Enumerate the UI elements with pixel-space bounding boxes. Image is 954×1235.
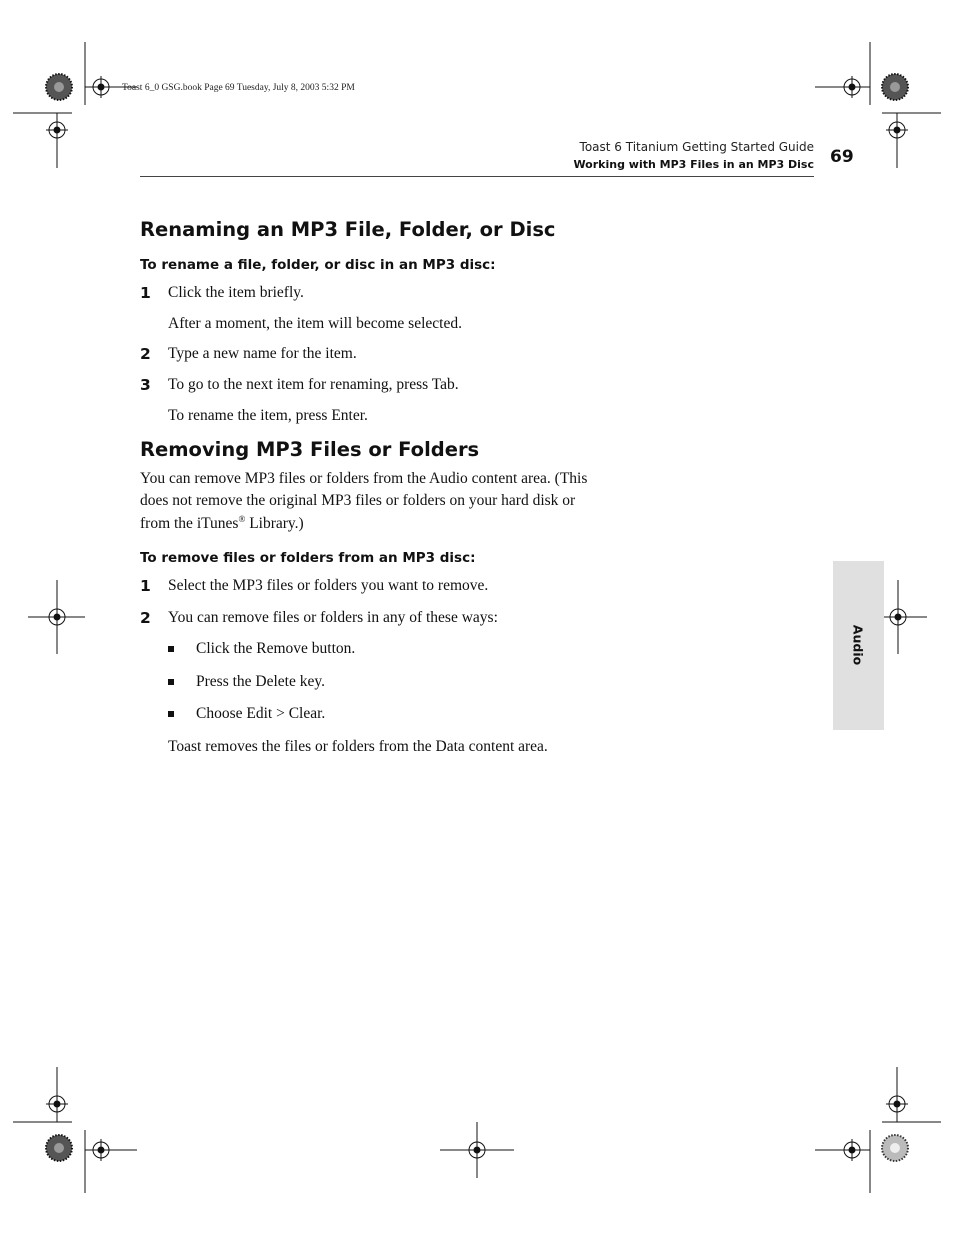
bullet-item: Press the Delete key. xyxy=(196,673,325,690)
page-number: 69 xyxy=(830,147,854,167)
section-heading-rename: Renaming an MP3 File, Folder, or Disc xyxy=(140,218,556,241)
section-heading-remove: Removing MP3 Files or Folders xyxy=(140,438,480,461)
procedure-title-remove: To remove files or folders from an MP3 disc: xyxy=(140,550,476,566)
header-rule xyxy=(140,176,814,177)
starburst-target-icon xyxy=(882,74,908,100)
step-number: 1 xyxy=(140,577,151,595)
registered-mark: ® xyxy=(238,514,246,524)
registration-target-icon xyxy=(466,1139,488,1161)
bullet-marker xyxy=(168,646,174,652)
registration-target-icon xyxy=(46,1093,68,1115)
bullet-marker xyxy=(168,679,174,685)
bullet-item: Click the Remove button. xyxy=(196,640,356,657)
step-text: Click the item briefly. xyxy=(168,284,304,301)
intro-line: You can remove MP3 files or folders from the Audio content area. (This xyxy=(140,470,588,487)
bullet-marker xyxy=(168,711,174,717)
running-header-section: Working with MP3 Files in an MP3 Disc xyxy=(573,158,814,171)
step-number: 1 xyxy=(140,284,151,302)
intro-text: Library.) xyxy=(245,515,304,533)
step-text: Type a new name for the item. xyxy=(168,345,357,362)
intro-line: does not remove the original MP3 files or folders on your hard disk or xyxy=(140,492,576,509)
step-number: 2 xyxy=(140,609,151,627)
registration-target-icon xyxy=(841,1139,863,1161)
step-text: You can remove files or folders in any of these ways: xyxy=(168,609,498,626)
registration-target-icon xyxy=(46,119,68,141)
step-result: To rename the item, press Enter. xyxy=(168,407,368,424)
side-tab-label: Audio xyxy=(850,624,866,666)
step-number: 3 xyxy=(140,376,151,394)
starburst-target-icon xyxy=(46,1135,72,1161)
bullet-item: Choose Edit > Clear. xyxy=(196,705,326,722)
intro-text: from the iTunes xyxy=(140,515,239,533)
step-text: To go to the next item for renaming, press Tab. xyxy=(168,376,459,393)
step-number: 2 xyxy=(140,345,151,363)
registration-target-icon xyxy=(90,76,112,98)
step-result: After a moment, the item will become selected. xyxy=(168,315,462,332)
step-text: Select the MP3 files or folders you want to remove. xyxy=(168,577,489,594)
registration-target-icon xyxy=(46,606,68,628)
registration-target-icon xyxy=(887,606,909,628)
intro-line-last xyxy=(140,514,304,533)
side-tab xyxy=(833,561,884,730)
registration-target-icon xyxy=(90,1139,112,1161)
registration-target-icon xyxy=(886,119,908,141)
registration-target-icon xyxy=(841,76,863,98)
registration-target-icon xyxy=(886,1093,908,1115)
print-slug: Toast 6_0 GSG.book Page 69 Tuesday, July 8, 2003 5:32 PM xyxy=(122,83,355,93)
starburst-target-icon xyxy=(882,1135,908,1161)
procedure-title-rename: To rename a file, folder, or disc in an MP3 disc: xyxy=(140,257,496,273)
starburst-target-icon xyxy=(46,74,72,100)
conclusion-text: Toast removes the files or folders from the Data content area. xyxy=(168,738,548,755)
running-header-title: Toast 6 Titanium Getting Started Guide xyxy=(579,140,814,154)
